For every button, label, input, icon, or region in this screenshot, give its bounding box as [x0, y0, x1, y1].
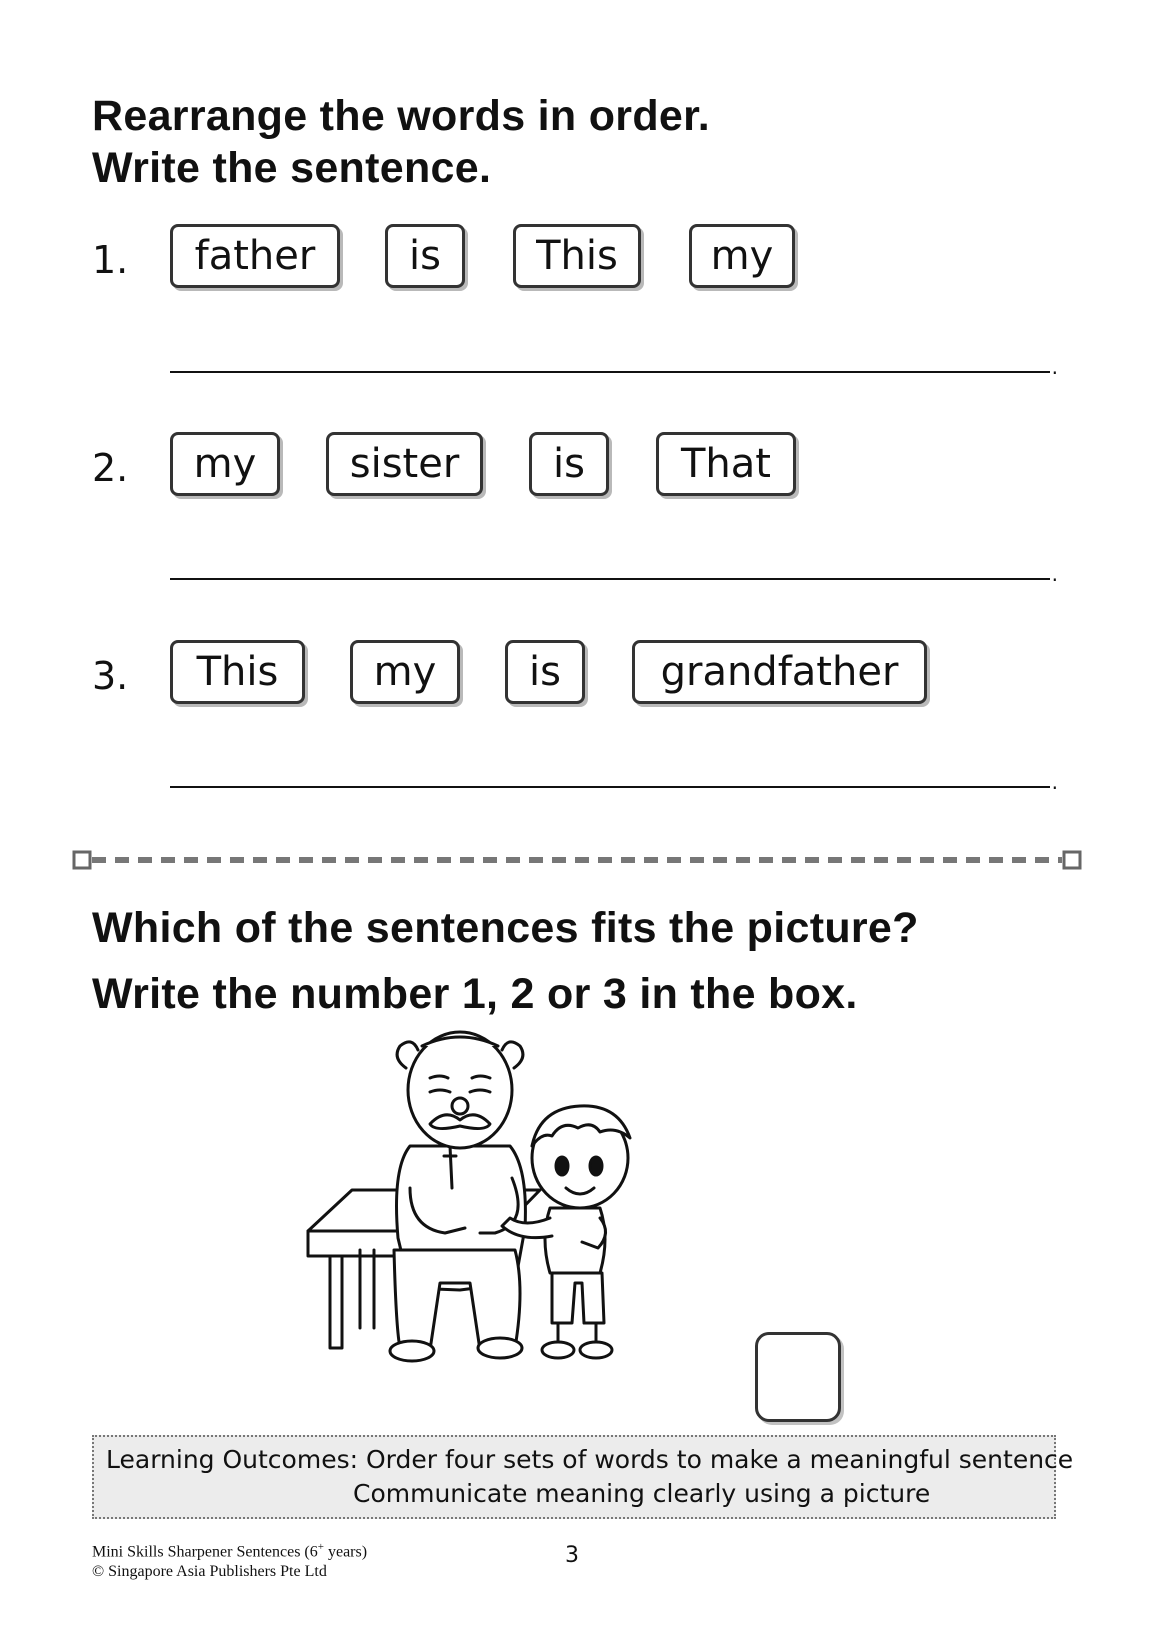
sentence-period: .: [1051, 562, 1058, 586]
word-tile[interactable]: This: [170, 640, 305, 704]
question-number-3: 3.: [92, 654, 129, 698]
section-divider: [72, 849, 1082, 871]
question-number-1: 1.: [92, 238, 129, 282]
instruction-heading-fits: Which of the sentences fits the picture?: [92, 904, 919, 952]
page-number: 3: [565, 1543, 579, 1568]
grandfather-figure: [390, 1032, 525, 1361]
word-tile[interactable]: father: [170, 224, 340, 288]
instruction-heading-number: Write the number 1, 2 or 3 in the box.: [92, 970, 858, 1018]
learning-outcomes-box: [92, 1435, 1074, 1519]
answer-line-1[interactable]: [170, 355, 1058, 379]
word-tile[interactable]: is: [529, 432, 609, 496]
word-tile[interactable]: my: [689, 224, 795, 288]
learning-outcomes-line-1: Learning Outcomes: Order four sets of words to make a meaningful sentence: [106, 1445, 1074, 1474]
answer-line-3[interactable]: [170, 770, 1058, 794]
instruction-heading-write: Write the sentence.: [92, 144, 492, 192]
word-tile[interactable]: That: [656, 432, 796, 496]
sentence-period: .: [1051, 355, 1058, 379]
footer-copyright: © Singapore Asia Publishers Pte Ltd: [92, 1563, 327, 1580]
footer-book-title: Mini Skills Sharpener Sentences (6+ years): [92, 1541, 368, 1561]
word-tile[interactable]: This: [513, 224, 641, 288]
grandfather-boy-illustration: [300, 1028, 690, 1428]
boy-figure: [502, 1106, 630, 1358]
sentence-period: .: [1051, 770, 1058, 794]
learning-outcomes-line-2: Communicate meaning clearly using a picture: [353, 1479, 931, 1508]
word-tile[interactable]: grandfather: [632, 640, 927, 704]
word-tile[interactable]: sister: [326, 432, 483, 496]
instruction-heading-rearrange: Rearrange the words in order.: [92, 92, 711, 140]
word-tile[interactable]: my: [170, 432, 280, 496]
answer-line-2[interactable]: [170, 562, 1058, 586]
word-tile[interactable]: is: [385, 224, 465, 288]
answer-box[interactable]: [755, 1332, 841, 1422]
question-number-2: 2.: [92, 446, 129, 490]
word-tile[interactable]: my: [350, 640, 460, 704]
word-tile[interactable]: is: [505, 640, 585, 704]
